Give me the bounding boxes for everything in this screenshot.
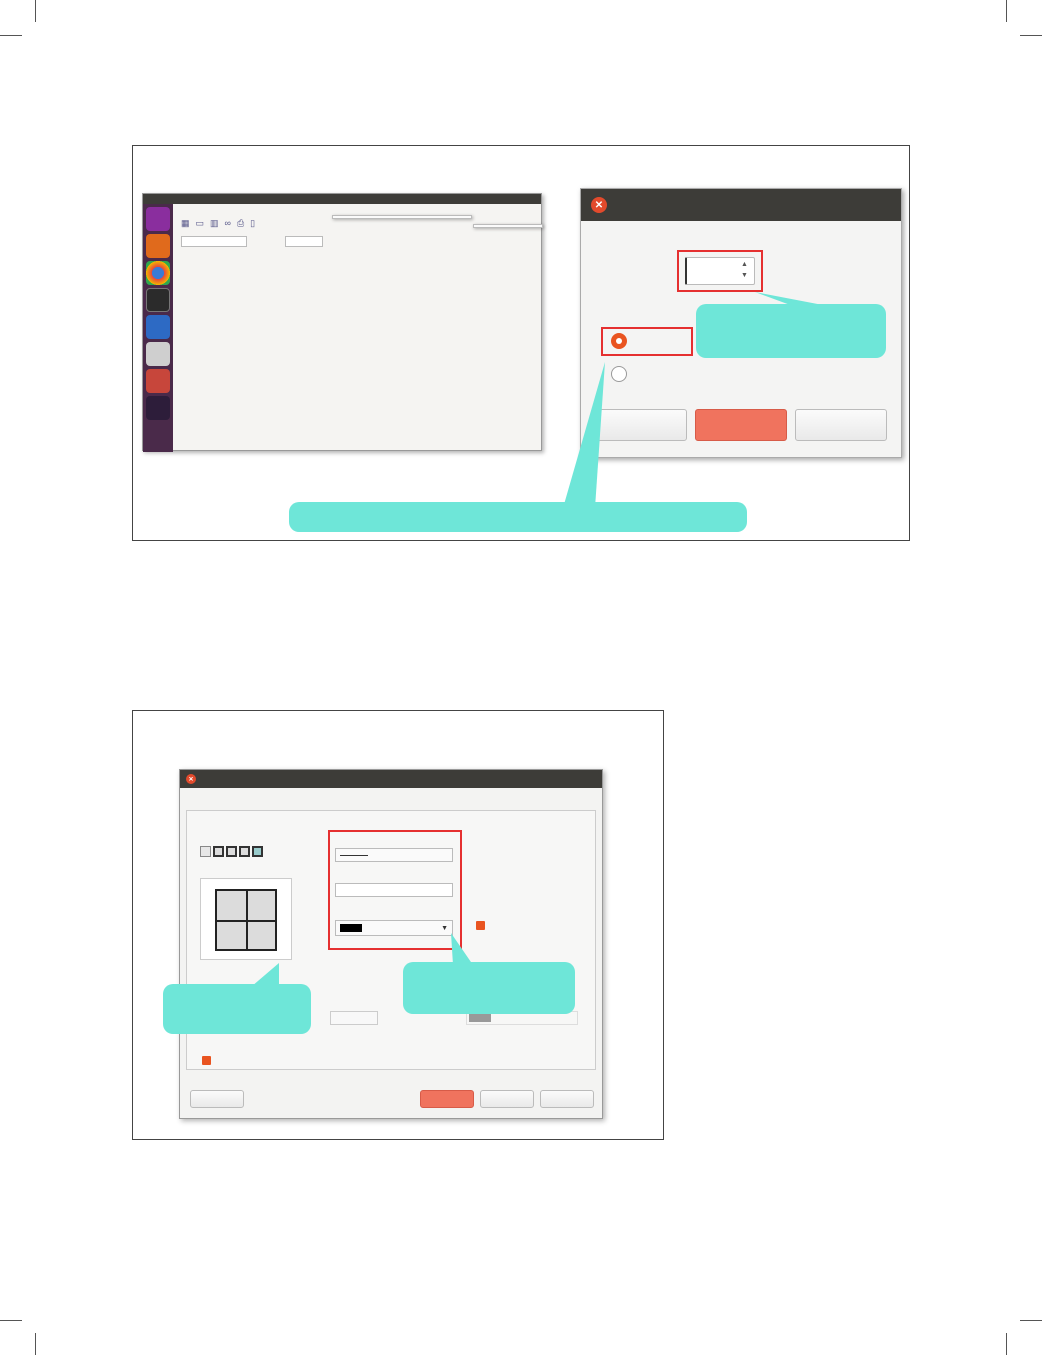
spin-arrows-icon[interactable]: ▲ ▼ — [741, 261, 748, 279]
chart-icon[interactable]: ▥ — [210, 218, 219, 228]
callout-pointers — [133, 711, 664, 1140]
table-icon[interactable]: ▦ — [181, 218, 190, 228]
crop-mark — [1006, 1333, 1007, 1355]
crop-mark — [0, 1320, 22, 1321]
figure-borders-tab — [132, 710, 664, 1140]
crop-mark — [35, 0, 36, 22]
link-icon[interactable]: ∞ — [224, 218, 231, 228]
callout-border-arrangement — [163, 984, 311, 1034]
crop-mark — [35, 1333, 36, 1355]
frame-icon[interactable]: ▭ — [195, 218, 205, 228]
close-icon[interactable]: ✕ — [591, 197, 607, 213]
pointer-to-line — [451, 933, 473, 965]
crop-mark — [0, 35, 22, 36]
callout-specify-rows — [696, 304, 886, 358]
doc-icon[interactable]: ▯ — [250, 218, 256, 228]
callout-choose-before — [289, 502, 747, 532]
chevron-down-icon: ▼ — [441, 924, 448, 932]
crop-mark — [1020, 35, 1042, 36]
print-icon[interactable]: ⎙ — [236, 218, 245, 228]
callout-style-width-colour — [403, 962, 575, 1014]
figure-insert-rows — [132, 145, 910, 541]
crop-mark — [1006, 0, 1007, 22]
crop-mark — [1020, 1320, 1042, 1321]
close-icon[interactable]: ✕ — [186, 774, 196, 784]
pointer-to-before — [563, 362, 605, 508]
